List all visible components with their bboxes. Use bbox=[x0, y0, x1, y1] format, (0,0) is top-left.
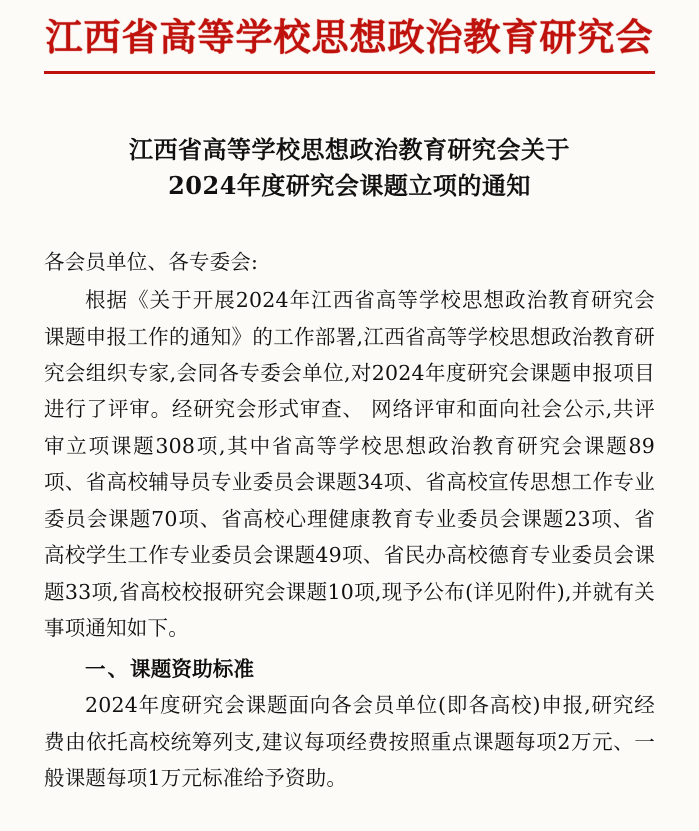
salutation: 各会员单位、各专委会: bbox=[44, 249, 259, 274]
masthead-divider bbox=[44, 71, 655, 74]
paragraph-1: 根据《关于开展2024年江西省高等学校思想政治教育研究会课题申报工作的通知》的工作部署,江西省高等学校思想政治教育研究会组织专家,会同各专委会单位,对2024年度研究会课题申报项目进行了评审。经研究会形式审查、 网络评审和面向社会公示,共评审立项课题308项,其中省高等学校思想政治教育研究会课题89项、省高校辅导员专业委员会课题34项、省高校宣传思想工作专业委员会课题70项、省高校心理健康教育专业委员会课题23项、省高校学生工作专业委员会课题49项、省民办高校德育专业委员会课题33项,省高校校报研究会课题10项,现予公布(详见附件),并就有关事项通知如下。 bbox=[44, 288, 655, 641]
document-title-line-1: 江西省高等学校思想政治教育研究会关于 bbox=[129, 134, 570, 164]
section-title-1: 课题资助标准 bbox=[130, 656, 255, 681]
section-number-1: 一、 bbox=[85, 656, 130, 681]
masthead bbox=[44, 0, 655, 80]
document-title-line-2: 2024年度研究会课题立项的通知 bbox=[168, 170, 531, 200]
paragraph-2: 2024年度研究会课题面向各会员单位(即各高校)申报,研究经费由依托高校统筹列支,建议每项经费按照重点课题每项2万元、一般课题每项1万元标准给予资助。 bbox=[44, 693, 655, 791]
section-heading-1 bbox=[44, 651, 655, 687]
document-body bbox=[44, 244, 655, 797]
document-title bbox=[44, 132, 655, 204]
masthead-title: 江西省高等学校思想政治教育研究会 bbox=[45, 15, 654, 59]
